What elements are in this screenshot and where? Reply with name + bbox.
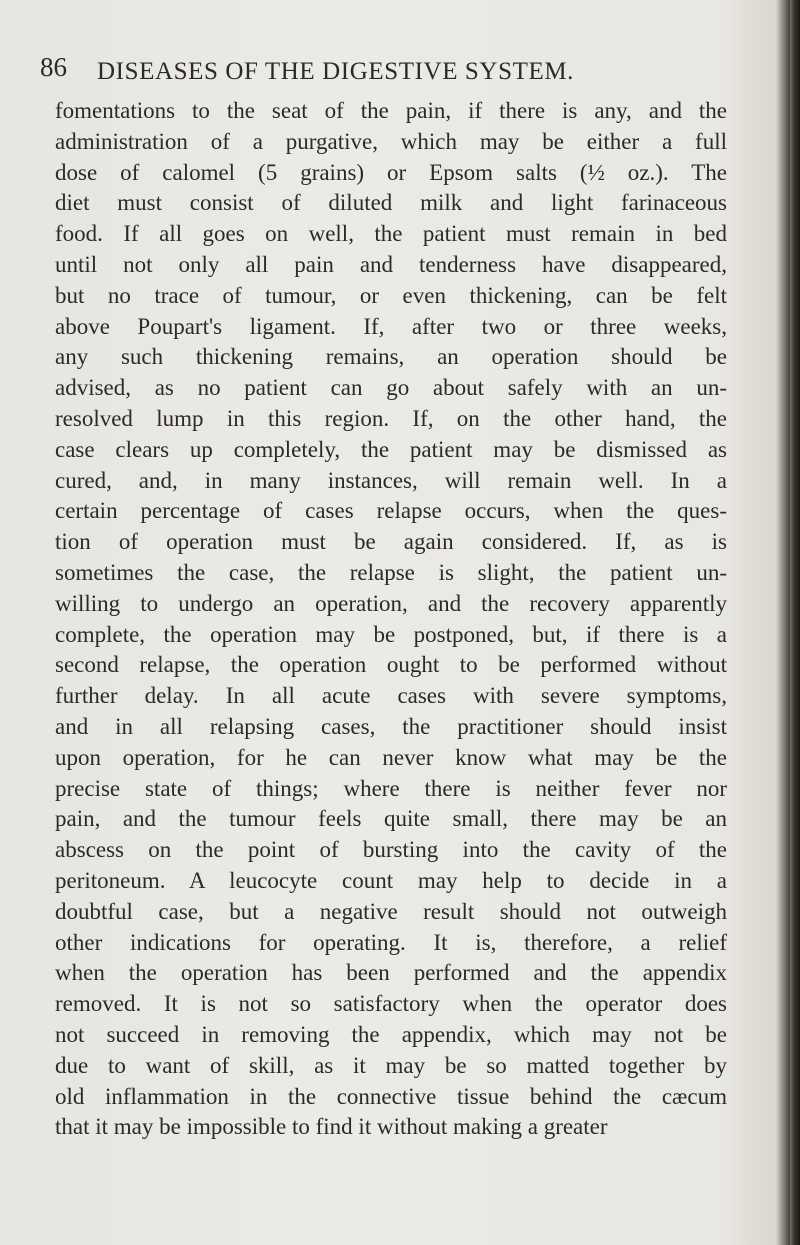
text-line: old inflammation in the connective tissue behind the cæcum: [55, 1083, 727, 1109]
text-line: precise state of things; where there is neither fever nor: [55, 775, 727, 801]
text-line: advised, as no patient can go about safely with an un-: [55, 375, 727, 401]
text-line: until not only all pain and tenderness have disappeared,: [55, 251, 727, 277]
text-line: when the operation has been performed and the appendix: [55, 960, 727, 986]
text-line: doubtful case, but a negative result should not outweigh: [55, 898, 727, 924]
text-line: diet must consist of diluted milk and light farinaceous: [55, 190, 727, 216]
text-line: food. If all goes on well, the patient must remain in bed: [55, 221, 727, 247]
text-line: second relapse, the operation ought to be performed without: [55, 652, 727, 678]
text-line: above Poupart's ligament. If, after two or three weeks,: [55, 313, 727, 339]
text-line: complete, the operation may be postponed, but, if there is a: [55, 621, 727, 647]
text-line: resolved lump in this region. If, on the other hand, the: [55, 405, 727, 431]
page-binding-edge: [790, 0, 800, 1245]
text-line: certain percentage of cases relapse occurs, when the ques-: [55, 498, 727, 524]
text-line: any such thickening remains, an operation should be: [55, 344, 727, 370]
text-line: upon operation, for he can never know what may be the: [55, 744, 727, 770]
text-line: tion of operation must be again considered. If, as is: [55, 529, 727, 555]
text-line: fomentations to the seat of the pain, if there is any, and the: [55, 98, 727, 123]
text-line: pain, and the tumour feels quite small, there may be an: [55, 806, 727, 832]
text-line: dose of calomel (5 grains) or Epsom salts (½ oz.). The: [55, 159, 727, 185]
text-line: case clears up completely, the patient may be dismissed as: [55, 436, 727, 462]
text-line: not succeed in removing the appendix, which may not be: [55, 1021, 727, 1047]
text-line: peritoneum. A leucocyte count may help to decide in a: [55, 867, 727, 893]
text-line: willing to undergo an operation, and the recovery apparently: [55, 590, 727, 616]
text-line: that it may be impossible to find it without making a greater: [55, 1114, 608, 1140]
body-text: [55, 96, 727, 1143]
text-line: but no trace of tumour, or even thickening, can be felt: [55, 282, 727, 308]
text-line: due to want of skill, as it may be so matted together by: [55, 1052, 727, 1078]
running-head: DISEASES OF THE DIGESTIVE SYSTEM.: [97, 58, 575, 85]
page-number: 86: [40, 52, 67, 82]
text-line: other indications for operating. It is, therefore, a relief: [55, 929, 727, 955]
text-line: abscess on the point of bursting into the cavity of the: [55, 837, 727, 863]
text-line: removed. It is not so satisfactory when the operator does: [55, 991, 727, 1017]
text-line: administration of a purgative, which may be either a full: [55, 128, 727, 154]
text-line: sometimes the case, the relapse is slight, the patient un-: [55, 559, 727, 585]
text-line: cured, and, in many instances, will remain well. In a: [55, 467, 727, 493]
text-line: and in all relapsing cases, the practitioner should insist: [55, 713, 727, 739]
text-line: further delay. In all acute cases with severe symptoms,: [55, 683, 727, 709]
